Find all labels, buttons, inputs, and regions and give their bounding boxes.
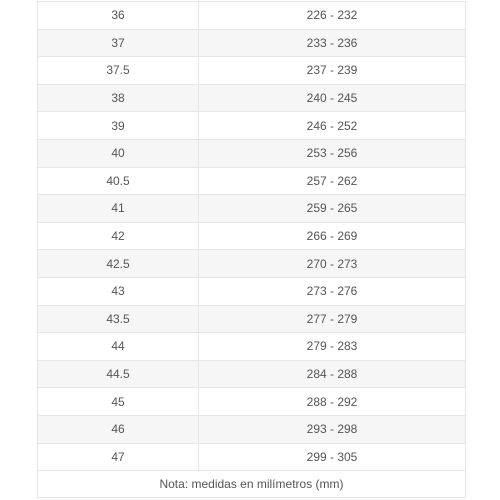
measurement-cell: 288 - 292 xyxy=(199,388,466,416)
table-row xyxy=(38,84,466,112)
measurement-cell: 237 - 239 xyxy=(199,57,466,85)
measurement-cell: 233 - 236 xyxy=(199,29,466,57)
measurement-cell: 226 - 232 xyxy=(199,2,466,30)
measurement-cell: 299 - 305 xyxy=(199,443,466,471)
size-cell: 44 xyxy=(38,333,199,361)
size-cell: 47 xyxy=(38,443,199,471)
table-note-row xyxy=(38,471,466,498)
measurement-cell: 284 - 288 xyxy=(199,360,466,388)
table-row xyxy=(38,167,466,195)
size-cell: 38 xyxy=(38,84,199,112)
table-row xyxy=(38,250,466,278)
table-row xyxy=(38,277,466,305)
table-row xyxy=(38,112,466,140)
table-row xyxy=(38,443,466,471)
measurement-cell: 240 - 245 xyxy=(199,84,466,112)
table-row xyxy=(38,360,466,388)
size-cell: 42 xyxy=(38,222,199,250)
table-row xyxy=(38,415,466,443)
size-cell: 40.5 xyxy=(38,167,199,195)
size-cell: 37 xyxy=(38,29,199,57)
size-cell: 45 xyxy=(38,388,199,416)
table-row xyxy=(38,195,466,223)
measurement-cell: 266 - 269 xyxy=(199,222,466,250)
table-row xyxy=(38,333,466,361)
size-cell: 43.5 xyxy=(38,305,199,333)
size-cell: 42.5 xyxy=(38,250,199,278)
table-row xyxy=(38,2,466,30)
measurement-cell: 270 - 273 xyxy=(199,250,466,278)
size-cell: 46 xyxy=(38,415,199,443)
table-row xyxy=(38,305,466,333)
size-cell: 44.5 xyxy=(38,360,199,388)
size-cell: 39 xyxy=(38,112,199,140)
size-cell: 43 xyxy=(38,277,199,305)
measurement-cell: 246 - 252 xyxy=(199,112,466,140)
measurement-cell: 259 - 265 xyxy=(199,195,466,223)
table-row xyxy=(38,57,466,85)
size-cell: 40 xyxy=(38,139,199,167)
size-cell: 36 xyxy=(38,2,199,30)
measurement-cell: 279 - 283 xyxy=(199,333,466,361)
shoe-size-table xyxy=(37,1,466,498)
measurement-cell: 293 - 298 xyxy=(199,415,466,443)
measurement-cell: 253 - 256 xyxy=(199,139,466,167)
measurement-cell: 277 - 279 xyxy=(199,305,466,333)
size-cell: 37.5 xyxy=(38,57,199,85)
table-row xyxy=(38,222,466,250)
size-table-body xyxy=(38,2,466,498)
measurement-cell: 257 - 262 xyxy=(199,167,466,195)
measurement-note: Nota: medidas en milímetros (mm) xyxy=(38,471,466,498)
size-cell: 41 xyxy=(38,195,199,223)
table-row xyxy=(38,139,466,167)
measurement-cell: 273 - 276 xyxy=(199,277,466,305)
table-row xyxy=(38,29,466,57)
table-row xyxy=(38,388,466,416)
